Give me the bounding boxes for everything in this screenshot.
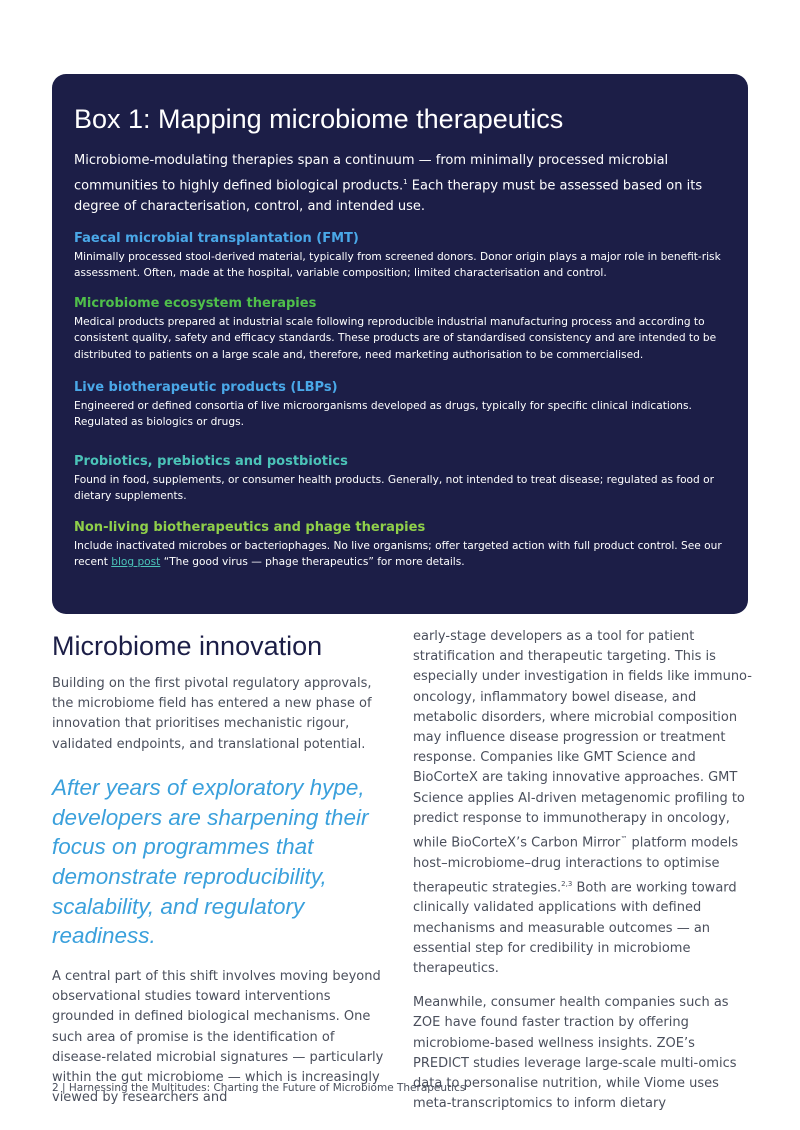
box-title: Box 1: Mapping microbiome therapeutics	[74, 104, 564, 134]
section-heading: Microbiome ecosystem therapies	[74, 296, 317, 312]
section-probiotics	[74, 454, 730, 504]
section-ecosystem	[74, 296, 730, 363]
blog-post-link[interactable]: blog post	[111, 555, 161, 568]
section-phage	[74, 520, 730, 570]
paragraph-3-text-3: Both are working toward clinically validated applications with defined mechanisms and measurable outcomes — an essential step for credibility in microbiome therapeutics.	[413, 880, 737, 976]
paragraph-1: Building on the first pivotal regulatory approvals, the microbiome field has entered a new phase of innovation that prioritises mechanistic rigour, validated endpoints, and translational potential.	[52, 676, 372, 752]
box-intro-text: Microbiome-modulating therapies span a continuum — from minimally processed microbial communities to highly defined biological products.	[74, 153, 669, 193]
page-footer: 2 | Harnessing the Multitudes: Charting the Future of Microbiome Therapeutics	[52, 1082, 466, 1094]
paragraph-2: A central part of this shift involves moving beyond observational studies toward interventions grounded in defined biological mechanisms. One such area of promise is the identification of disease-related microbial signatures — particularly within the gut microbiome — which is increasingly viewed by researchers and	[52, 969, 384, 1106]
section-body: Engineered or defined consortia of live microorganisms developed as drugs, typically for specific clinical indications. Regulated as biologics or drugs.	[74, 399, 692, 429]
footnote-ref: 1	[403, 177, 408, 186]
footnote-ref: 2,3	[561, 879, 573, 888]
paragraph-3-text-2: platform models host–microbiome–drug interactions to optimise therapeutic strategies.	[413, 835, 739, 896]
paragraph-4: Meanwhile, consumer health companies such as ZOE have found faster traction by offering microbiome-based wellness insights. ZOE’s PREDICT studies leverage large-scale multi-omics data to personalise nutrition, while Viome uses meta-transcriptomics to inform dietary	[413, 995, 737, 1112]
section-heading: Probiotics, prebiotics and postbiotics	[74, 454, 348, 470]
section-body-text: Include inactivated microbes or bacteriophages. No live organisms; offer targeted action with full product control. See our recent	[74, 539, 722, 568]
box-intro	[74, 150, 730, 218]
section-fmt	[74, 231, 730, 281]
section-body-text-2: “The good virus — phage therapeutics” for more details.	[160, 555, 465, 568]
section-heading-main: Microbiome innovation	[52, 631, 323, 661]
pull-quote: After years of exploratory hype, developers are sharpening their focus on programmes that demonstrate reproducibility, scalability, and regulatory readiness.	[52, 774, 369, 949]
info-box	[52, 74, 748, 614]
section-heading: Live biotherapeutic products (LBPs)	[74, 379, 338, 395]
section-body: Found in food, supplements, or consumer health products. Generally, not intended to treat disease; regulated as food or dietary supplements.	[74, 474, 714, 503]
right-column	[413, 627, 753, 1114]
left-column	[52, 628, 387, 1108]
section-heading: Non-living biotherapeutics and phage therapies	[74, 519, 426, 535]
paragraph-3	[413, 627, 753, 979]
section-body: Minimally processed stool-derived material, typically from screened donors. Donor origin plays a major role in benefit-risk assessment. Often, made at the hospital, variable composition; limited characterisation and control.	[74, 250, 721, 280]
section-heading: Faecal microbial transplantation (FMT)	[74, 230, 359, 246]
trademark-mark: ™	[620, 835, 628, 844]
paragraph-3-text: early-stage developers as a tool for patient stratification and therapeutic targeting. This is especially under investigation in fields like immuno-oncology, inflammatory bowel disease, and metabolic disorders, where microbial composition may influence disease progression or treatment response. Companies like GMT Science and BioCorteX are taking innovative approaches. GMT Science applies AI-driven metagenomic profiling to predict response to immunotherapy in oncology, while BioCorteX’s Carbon Mirror	[413, 629, 752, 851]
section-body: Medical products prepared at industrial scale following reproducible industrial manufacturing process and according to consistent quality, safety and efficacy standards. These products are of standardised consistency and are intended to be distributed to patients on a large scale and, therefore, need marketing authorisation to be commercialised.	[74, 316, 717, 361]
box-intro-text-2: Each therapy must be assessed based on its degree of characterisation, control, and intended use.	[74, 177, 703, 215]
section-lbp	[74, 380, 730, 430]
section-body	[74, 538, 730, 570]
